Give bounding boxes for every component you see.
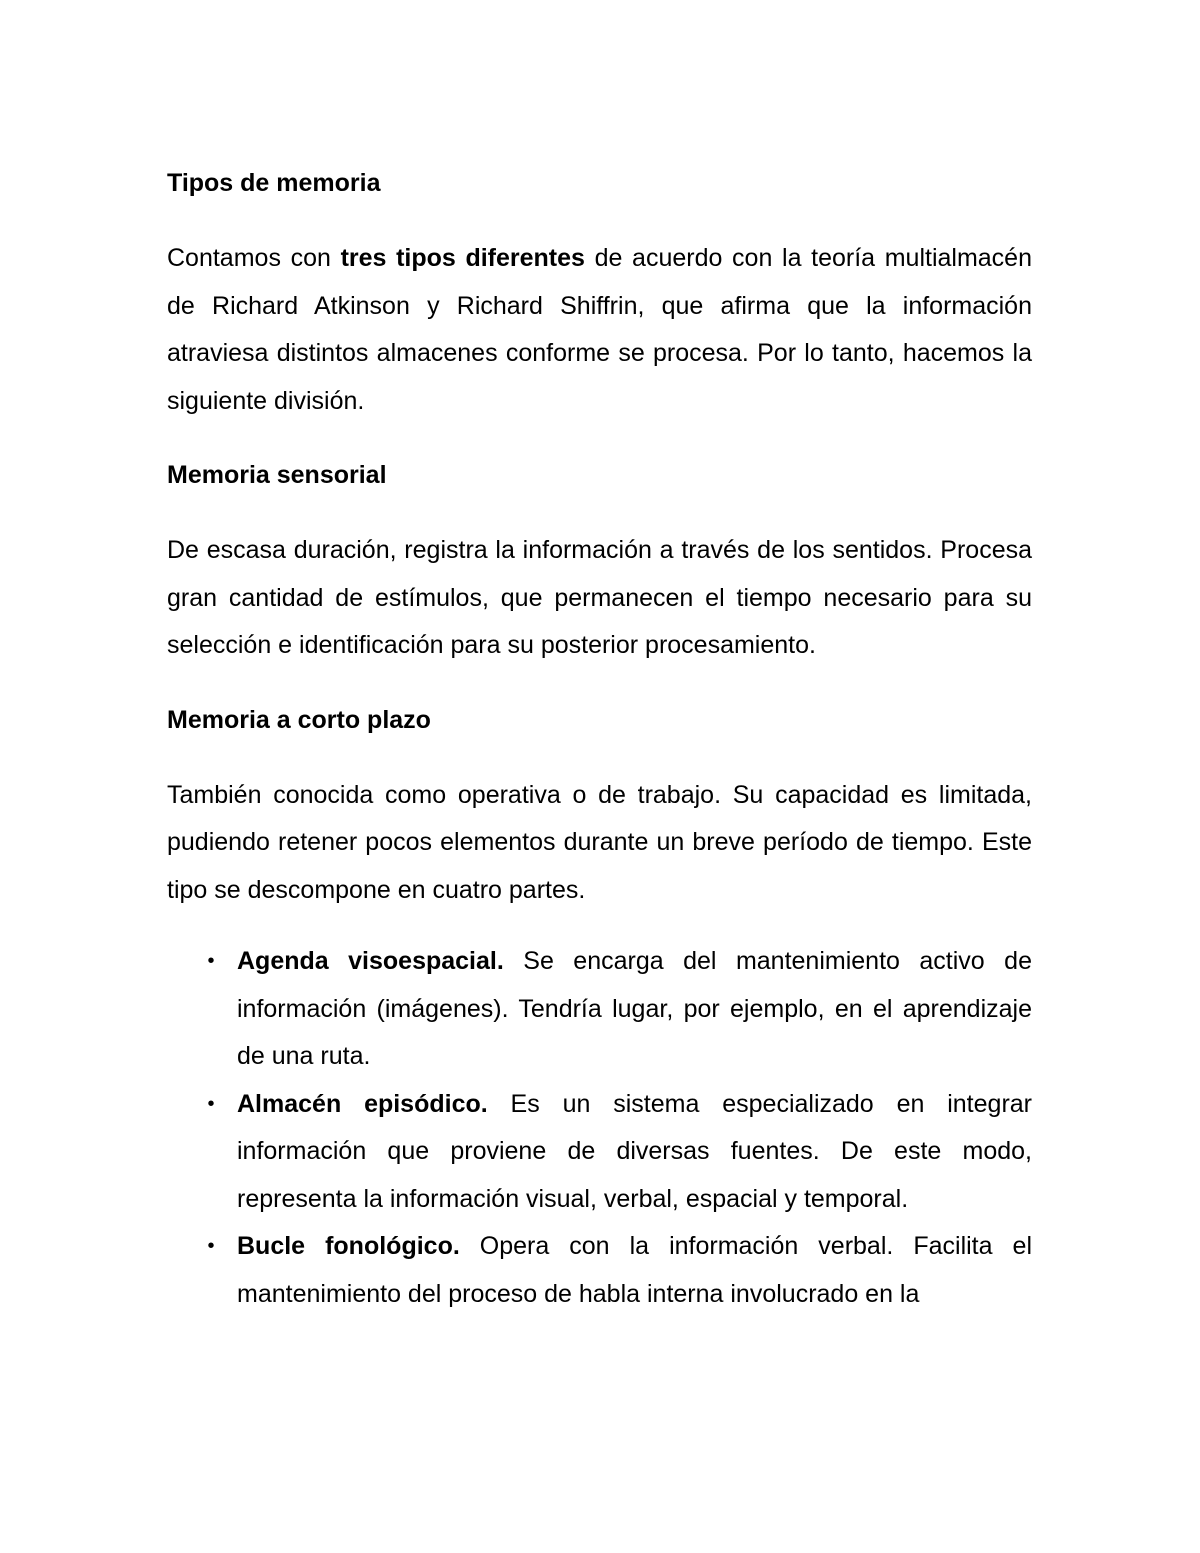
bullet-text: Opera con la información verbal. Facilita el mantenimiento del proceso de habla interna involucrado en la <box>237 1232 1032 1308</box>
bullet-icon: • <box>207 1092 215 1115</box>
intro-paragraph <box>167 235 1032 425</box>
bullet-term: Agenda visoespacial. <box>237 947 504 975</box>
bullet-icon: • <box>207 1235 215 1257</box>
section-heading-corto-plazo: Memoria a corto plazo <box>167 705 431 734</box>
list-item-agenda-visoespacial <box>167 938 1032 1081</box>
document-title: Tipos de memoria <box>167 169 381 197</box>
bullet-term: Bucle fonológico. <box>237 1232 460 1260</box>
bullet-term: Almacén episódico. <box>237 1089 488 1118</box>
list-item-almacen-episodico <box>167 1081 1032 1224</box>
bullet-text: Se encarga del mantenimiento activo de información (imágenes). Tendría lugar, por ejemplo, en el aprendizaje de una ruta. <box>237 947 1032 1070</box>
section-paragraph-corto-plazo: También conocida como operativa o de trabajo. Su capacidad es limitada, pudiendo retener pocos elementos durante un breve período de tiempo. Este tipo se descompone en cuatro partes. <box>167 780 1032 904</box>
bullet-text: Es un sistema especializado en integrar información que proviene de diversas fuentes. De este modo, representa la información visual, verbal, espacial y temporal. <box>237 1089 1032 1213</box>
intro-bold-phrase: tres tipos diferentes <box>340 244 585 272</box>
bullet-list <box>167 938 1032 1318</box>
intro-text-start: Contamos con <box>167 244 341 272</box>
document-body <box>167 160 1032 1318</box>
section-heading-sensorial: Memoria sensorial <box>167 461 387 489</box>
section-paragraph-sensorial: De escasa duración, registra la información a través de los sentidos. Procesa gran cantidad de estímulos, que permanecen el tiempo necesario para su selección e identificación para su posterior procesamiento. <box>167 536 1032 659</box>
intro-text-end: de acuerdo con la teoría multialmacén de Richard Atkinson y Richard Shiffrin, que afirma que la información atraviesa distintos almacenes conforme se procesa. Por lo tanto, hacemos la siguiente división. <box>167 244 1032 415</box>
list-item-bucle-fonologico <box>167 1223 1032 1318</box>
bullet-icon: • <box>207 950 215 972</box>
